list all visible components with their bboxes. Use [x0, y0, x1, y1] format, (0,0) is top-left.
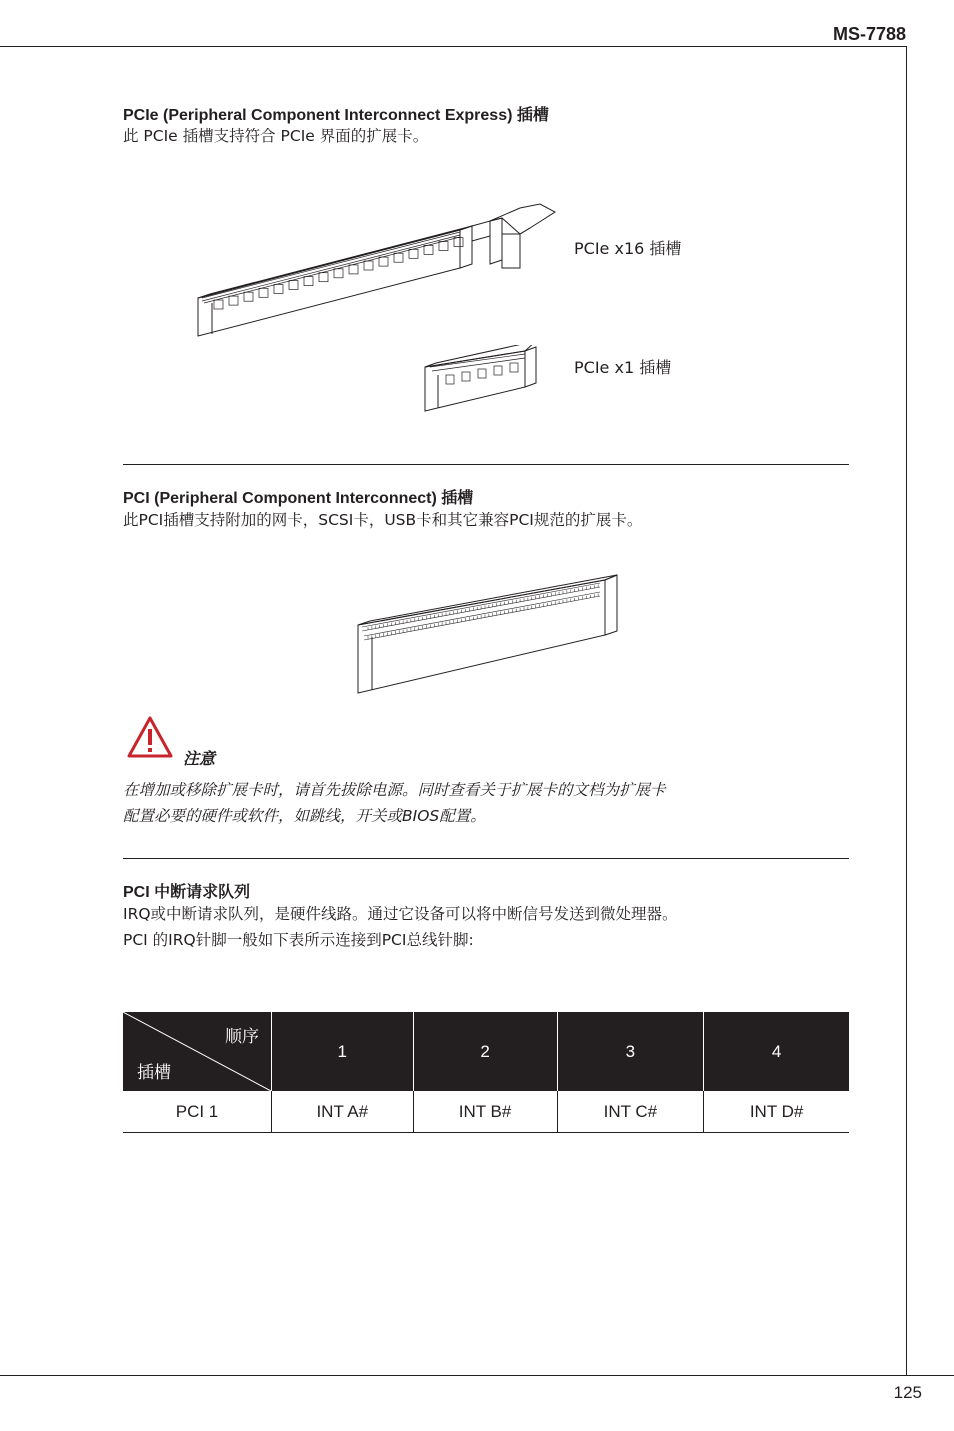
- irq-table-header: 4: [704, 1012, 849, 1091]
- right-margin-rule: [906, 46, 907, 1376]
- irq-cell: INT B#: [413, 1091, 557, 1133]
- corner-slot-label: 插槽: [137, 1063, 171, 1082]
- warning-icon: [127, 716, 173, 758]
- irq-table-corner-cell: [123, 1012, 272, 1091]
- page-number: 125: [893, 1383, 922, 1402]
- pcie-x1-label: PCIe x1 插槽: [574, 358, 672, 377]
- pcie-x1-slot-illustration: [420, 345, 540, 415]
- irq-slot-cell: PCI 1: [123, 1091, 272, 1133]
- pci-heading: PCI (Peripheral Component Interconnect) 插槽: [123, 490, 474, 507]
- caution-line-2: 配置必要的硬件或软件，如跳线，开关或BIOS配置。: [123, 807, 486, 825]
- pcie-heading: PCIe (Peripheral Component Interconnect Express) 插槽: [123, 107, 549, 124]
- irq-description-1: IRQ或中断请求队列，是硬件线路。通过它设备可以将中断信号发送到微处理器。: [123, 905, 678, 923]
- irq-cell: INT A#: [272, 1091, 414, 1133]
- pcie-description: 此 PCIe 插槽支持符合 PCIe 界面的扩展卡。: [123, 127, 429, 145]
- footer-rule: [0, 1375, 954, 1376]
- pci-description: 此PCI插槽支持附加的网卡，SCSI卡，USB卡和其它兼容PCI规范的扩展卡。: [123, 511, 643, 529]
- irq-cell: INT D#: [704, 1091, 849, 1133]
- section-divider: [123, 858, 849, 859]
- header-rule: [0, 46, 906, 47]
- irq-description-2: PCI 的IRQ针脚一般如下表所示连接到PCI总线针脚:: [123, 931, 474, 949]
- irq-table: [123, 1012, 849, 1133]
- irq-heading: PCI 中断请求队列: [123, 884, 251, 901]
- irq-table-header: 3: [557, 1012, 704, 1091]
- model-name: MS-7788: [832, 24, 906, 44]
- pci-slot-illustration: [350, 565, 625, 700]
- section-divider: [123, 464, 849, 465]
- caution-heading: 注意: [183, 751, 216, 768]
- pcie-x16-slot-illustration: [190, 190, 560, 340]
- irq-table-header: 1: [272, 1012, 414, 1091]
- table-row: [123, 1091, 849, 1133]
- caution-line-1: 在增加或移除扩展卡时，请首先拔除电源。同时查看关于扩展卡的文档为扩展卡: [123, 781, 666, 799]
- irq-table-header-row: [123, 1012, 849, 1091]
- irq-cell: INT C#: [557, 1091, 704, 1133]
- pcie-x16-label: PCIe x16 插槽: [574, 239, 682, 258]
- corner-order-label: 顺序: [225, 1027, 259, 1046]
- irq-table-header: 2: [413, 1012, 557, 1091]
